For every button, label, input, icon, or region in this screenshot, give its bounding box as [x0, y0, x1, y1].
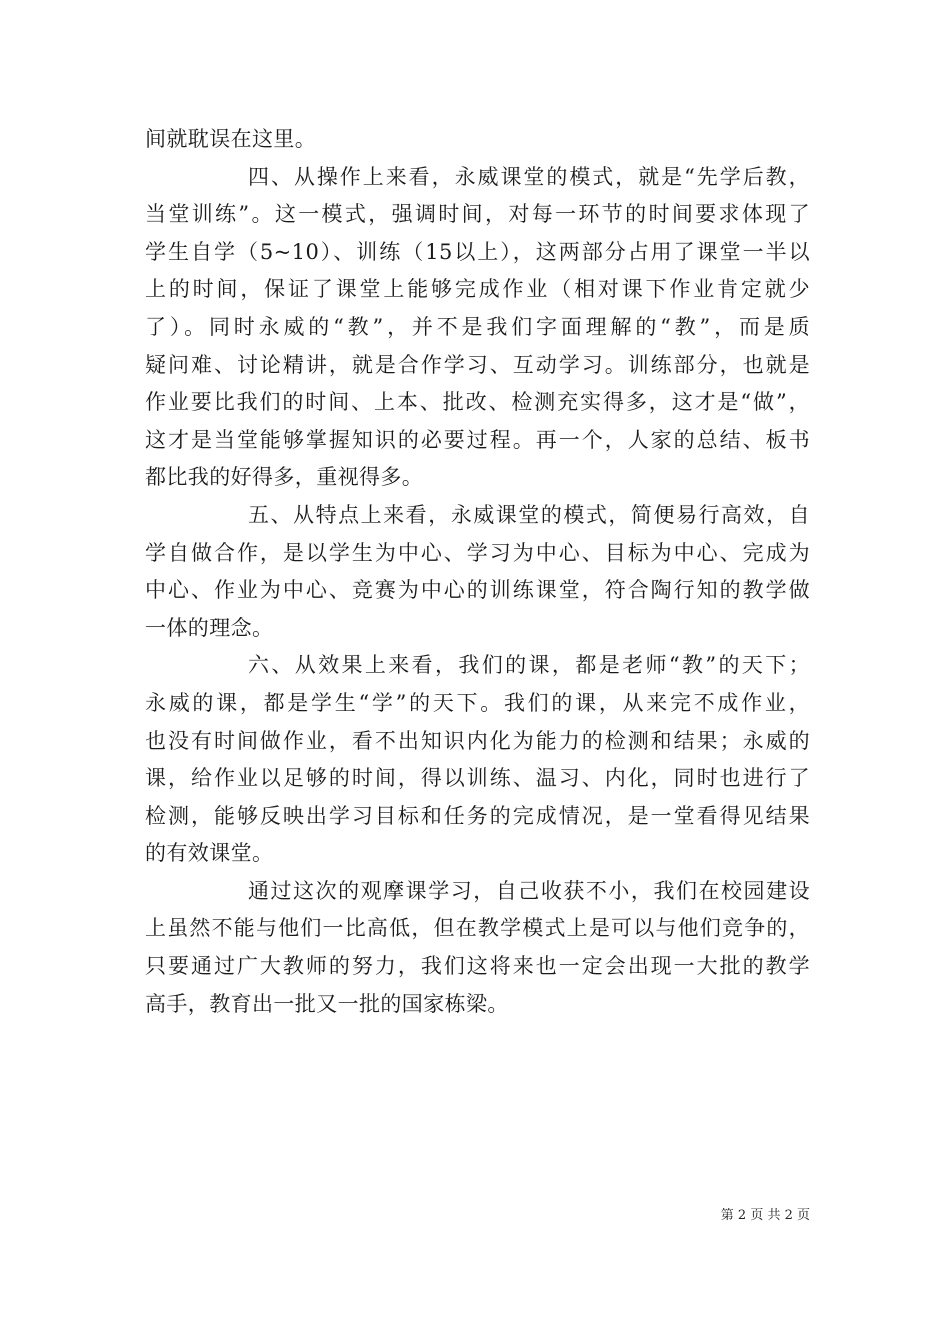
- text-line: 检测，能够反映出学习目标和任务的完成情况，是一堂看得见结果: [145, 803, 810, 828]
- text-line: 这才是当堂能够掌握知识的必要过程。再一个，人家的总结、板书: [145, 427, 810, 452]
- text-line: 作业要比我们的时间、上本、批改、检测充实得多，这才是“做”，: [145, 390, 810, 415]
- text-line: 间就耽误在这里。: [145, 127, 317, 151]
- text-line: 只要通过广大教师的努力，我们这将来也一定会出现一大批的教学: [145, 954, 810, 979]
- text-line: 都比我的好得多，重视得多。: [145, 465, 424, 490]
- text-line: 学生自学（5~10）、训练（15以上），这两部分占用了课堂一半以: [145, 239, 810, 264]
- text-line: 高手，教育出一批又一批的国家栋梁。: [145, 991, 509, 1016]
- text-line: 上的时间，保证了课堂上能够完成作业（相对课下作业肯定就少: [145, 277, 810, 302]
- text-line: 上虽然不能与他们一比高低，但在教学模式上是可以与他们竞争的，: [145, 916, 810, 941]
- text-line: 通过这次的观摩课学习，自己收获不小，我们在校园建设: [248, 878, 810, 903]
- text-line: 五、从特点上来看，永威课堂的模式，简便易行高效，自: [248, 502, 810, 527]
- text-line: 四、从操作上来看，永威课堂的模式，就是“先学后教，: [248, 164, 810, 189]
- text-line: 疑问难、讨论精讲，就是合作学习、互动学习。训练部分，也就是: [145, 352, 810, 377]
- text-line: 一体的理念。: [145, 615, 274, 640]
- text-line: 当堂训练”。这一模式，强调时间，对每一环节的时间要求体现了: [145, 202, 810, 227]
- text-line: 课，给作业以足够的时间，得以训练、温习、内化，同时也进行了: [145, 766, 810, 791]
- text-line: 也没有时间做作业，看不出知识内化为能力的检测和结果；永威的: [145, 728, 810, 753]
- body-text: [145, 121, 810, 1023]
- text-line: 的有效课堂。: [145, 841, 274, 866]
- text-line: 六、从效果上来看，我们的课，都是老师“教”的天下；: [248, 653, 810, 678]
- text-line: 学自做合作，是以学生为中心、学习为中心、目标为中心、完成为: [145, 540, 810, 565]
- text-line: 中心、作业为中心、竞赛为中心的训练课堂，符合陶行知的教学做: [145, 578, 810, 603]
- text-line: 永威的课，都是学生“学”的天下。我们的课，从来完不成作业，: [145, 690, 810, 715]
- text-line: 了）。同时永威的“教”，并不是我们字面理解的“教”，而是质: [145, 314, 810, 339]
- page-footer: 第 2 页 共 2 页: [720, 1208, 810, 1223]
